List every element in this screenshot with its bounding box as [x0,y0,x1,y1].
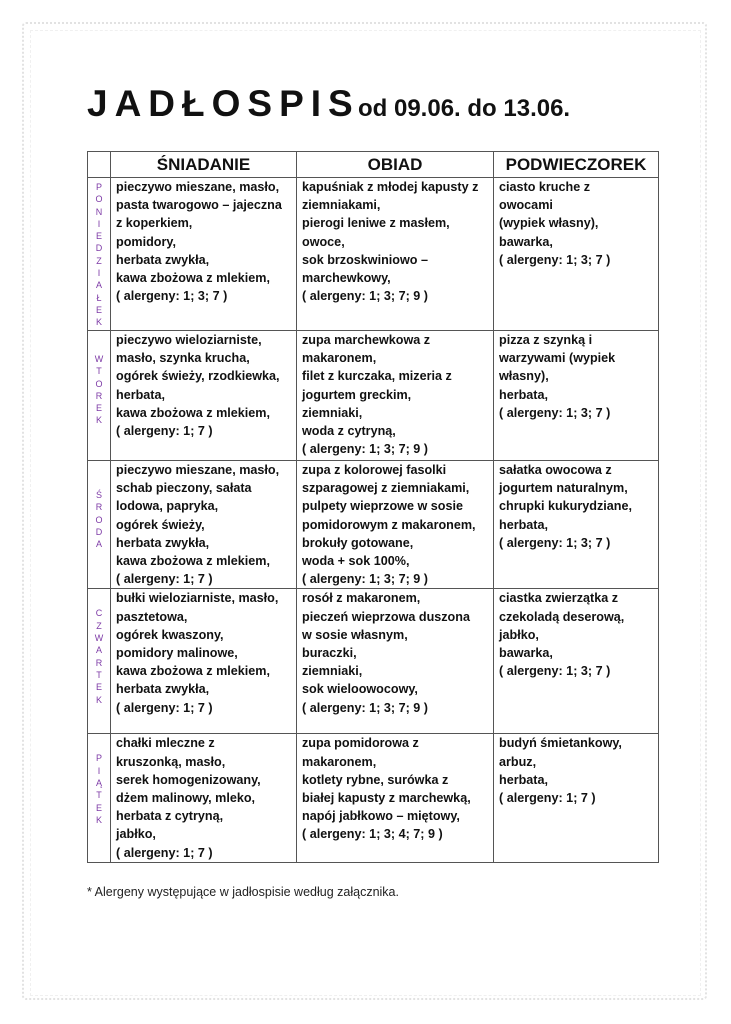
day-letter: W [94,354,104,364]
table-row [88,331,659,461]
day-letter: O [95,194,103,205]
day-letter: A [95,280,102,291]
day-letter: A [95,539,102,550]
lunch-cell: zupa z kolorowej fasolki szparagowej z ziemniakami, pulpety wieprzowe w sosie pomidorowym z makaronem, brokuły gotowane, woda + sok 100%, ( alergeny: 1; 3; 7; 9 ) [297,461,494,589]
day-letter: K [95,814,102,825]
day-label [88,331,110,427]
lunch-cell: zupa marchewkowa z makaronem, filet z kurczaka, mizeria z jogurtem greckim, ziemniaki, woda z cytryną, ( alergeny: 1; 3; 7; 9 ) [297,331,494,461]
day-letter: E [95,682,102,693]
table-row [88,734,659,863]
day-letter: A [95,645,102,656]
date-range: od 09.06. do 13.06. [358,95,571,122]
day-letter: N [95,206,103,217]
day-label [88,734,110,826]
breakfast-cell: pieczywo wieloziarniste, masło, szynka krucha, ogórek świeży, rzodkiewka, herbata, kawa zbożowa z mlekiem, ( alergeny: 1; 7 ) [111,331,297,461]
day-letter: K [95,415,102,426]
day-label [88,461,110,550]
breakfast-cell: pieczywo mieszane, masło, schab pieczony, sałata lodowa, papryka, ogórek świeży, herbata zwykła, kawa zbożowa z mlekiem, ( alergeny: 1; 7 ) [111,461,297,589]
day-letter: E [95,802,102,813]
snack-cell: pizza z szynką i warzywami (wypiek własny), herbata, ( alergeny: 1; 3; 7 ) [494,331,659,461]
day-letter: T [96,790,102,801]
day-letter: R [95,502,103,513]
day-letter: R [95,390,103,401]
day-cell [88,734,111,863]
day-cell [88,331,111,461]
header-snack: PODWIECZOREK [494,152,659,178]
day-letter: Z [96,620,102,631]
day-letter: I [97,268,101,279]
breakfast-cell: bułki wieloziarniste, masło, pasztetowa, ogórek kwaszony, pomidory malinowe, kawa zbożowa z mlekiem, herbata zwykła, ( alergeny: 1; 7 ) [111,589,297,734]
page-title: JADŁOSPIS [87,83,360,124]
table-row [88,589,659,734]
day-letter: P [95,182,102,192]
header-breakfast: ŚNIADANIE [111,152,297,178]
table-row [88,461,659,589]
day-letter: E [95,403,102,414]
day-cell [88,178,111,331]
day-letter: E [95,304,102,315]
day-label [88,178,110,329]
snack-cell: sałatka owocowa z jogurtem naturalnym, chrupki kukurydziane, herbata, ( alergeny: 1; 3; 7 ) [494,461,659,589]
lunch-cell: rosół z makaronem, pieczeń wieprzowa duszona w sosie własnym, buraczki, ziemniaki, sok wieloowocowy, ( alergeny: 1; 3; 7; 9 ) [297,589,494,734]
day-letter: Z [96,255,102,266]
day-letter: O [95,514,103,525]
day-letter: W [94,633,104,644]
snack-cell: ciastka zwierzątka z czekoladą deserową, jabłko, bawarka, ( alergeny: 1; 3; 7 ) [494,589,659,734]
day-letter: I [97,765,101,776]
day-letter: R [95,657,103,668]
day-letter: C [95,608,103,619]
snack-cell: ciasto kruche z owocami (wypiek własny), bawarka, ( alergeny: 1; 3; 7 ) [494,178,659,331]
day-letter: K [95,317,102,328]
header-lunch: OBIAD [297,152,494,178]
day-letter: O [95,378,103,389]
day-cell [88,461,111,589]
day-letter: P [95,753,102,764]
allergen-footnote: * Alergeny występujące w jadłospisie według załącznika. [87,885,399,899]
day-letter: E [95,231,102,242]
lunch-cell: kapuśniak z młodej kapusty z ziemniakami, pierogi leniwe z masłem, owoce, sok brzoskwiniowo – marchewkowy, ( alergeny: 1; 3; 7; 9 ) [297,178,494,331]
day-letter: Ą [95,778,102,789]
day-label [88,589,110,705]
menu-table [87,151,659,863]
breakfast-cell: pieczywo mieszane, masło, pasta twarogowo – jajeczna z koperkiem, pomidory, herbata zwykła, kawa zbożowa z mlekiem, ( alergeny: 1; 3; 7 ) [111,178,297,331]
snack-cell: budyń śmietankowy, arbuz, herbata, ( alergeny: 1; 7 ) [494,734,659,863]
day-letter: Ł [96,292,102,303]
day-cell [88,589,111,734]
header-row [88,152,659,178]
day-letter: Ś [95,490,102,500]
day-letter: T [96,669,102,680]
day-letter: I [97,218,101,229]
day-letter: K [95,694,102,705]
table-row [88,178,659,331]
day-letter: D [95,526,103,537]
header-day [88,152,111,178]
day-letter: T [96,366,102,377]
lunch-cell: zupa pomidorowa z makaronem, kotlety rybne, surówka z białej kapusty z marchewką, napój jabłkowo – miętowy, ( alergeny: 1; 3; 4; 7; 9 ) [297,734,494,863]
breakfast-cell: chałki mleczne z kruszonką, masło, serek homogenizowany, dżem malinowy, mleko, herbata z cytryną, jabłko, ( alergeny: 1; 7 ) [111,734,297,863]
day-letter: D [95,243,103,254]
